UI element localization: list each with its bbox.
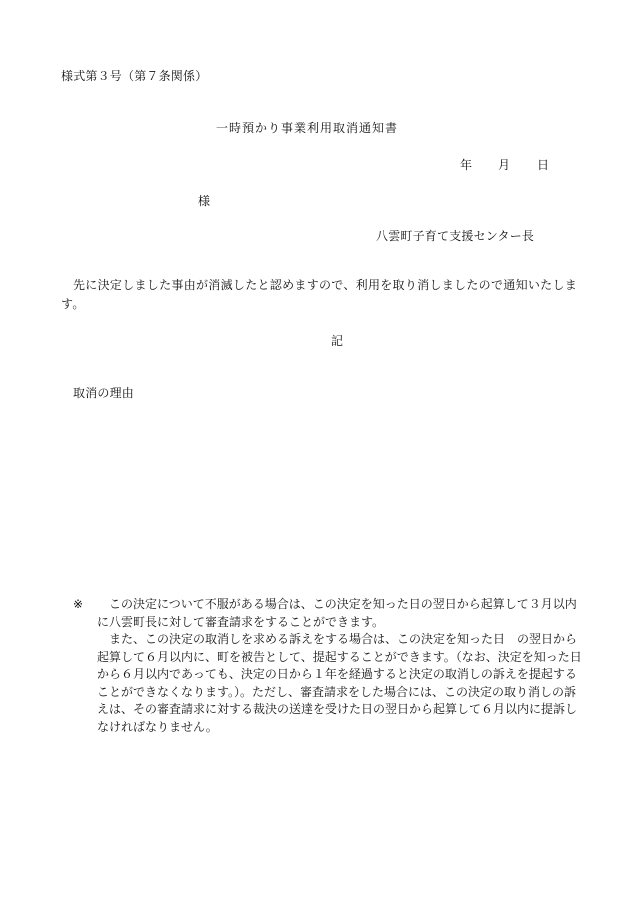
date-month-label: 月 <box>498 158 511 172</box>
body-text: 先に決定しました事由が消滅したと認めますので、利用を取り消しましたので通知いたします。 <box>61 278 578 311</box>
notice-paragraph-2: また、この決定の取消しを求める訴えをする場合は、この決定を知った日 の翌日から起算して６月以内に、町を被告として、提起することができます。（なお、決定を知った日から６月以内であっても、決定の日から１年を経過すると決定の取消しの訴えを提起することができなくなります。）。ただし、審査請求をした場合には、この決定の取り消しの訴えは、その審査請求に対する裁決の送達を受けた日の翌日から起算して６月以内に提訴しなければなりません。 <box>97 632 582 734</box>
appeal-notice <box>73 596 583 736</box>
ki-label: 記 <box>331 334 344 348</box>
sender-title: 八雲町子育て支援センター長 <box>376 229 535 243</box>
document-title: 一時預かり事業利用取消通知書 <box>216 121 399 135</box>
form-number: 様式第３号（第７条関係） <box>61 69 208 83</box>
notice-mark: ※ <box>73 597 84 611</box>
cancellation-reason-label: 取消の理由 <box>73 386 135 400</box>
date-day-label: 日 <box>537 158 550 172</box>
recipient-suffix: 様 <box>198 194 211 208</box>
notice-paragraph-1: この決定について不服がある場合は、この決定を知った日の翌日から起算して３月以内に八雲町長に対して審査請求をすることができます。 <box>97 597 577 629</box>
date-year-label: 年 <box>460 158 473 172</box>
